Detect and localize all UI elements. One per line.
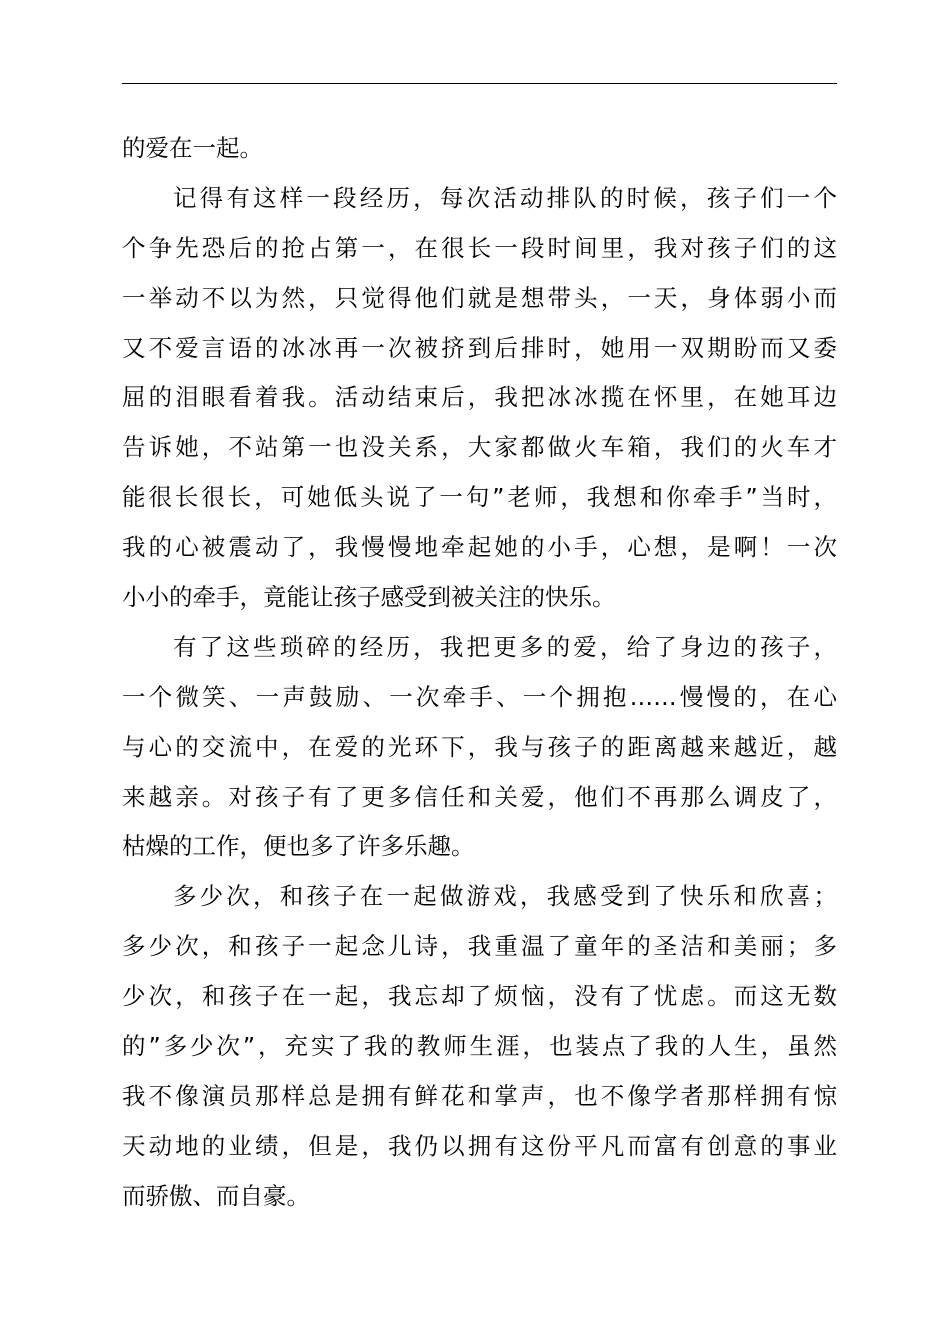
text-line: 有了这些琐碎的经历，我把更多的爱，给了身边的孩子，	[173, 632, 837, 661]
text-line: 个争先恐后的抢占第一，在很长一段时间里，我对孩子们的这	[122, 233, 837, 262]
text-line: 枯燥的工作，便也多了许多乐趣。	[122, 832, 475, 861]
text-line: 屈的泪眼看着我。活动结束后，我把冰冰揽在怀里，在她耳边	[122, 383, 837, 412]
header-rule	[122, 83, 837, 84]
text-line: 记得有这样一段经历，每次活动排队的时候，孩子们一个	[173, 183, 837, 212]
text-line: 多少次，和孩子一起念儿诗，我重温了童年的圣洁和美丽；多	[122, 932, 837, 961]
text-line: 告诉她，不站第一也没关系，大家都做火车箱，我们的火车才	[122, 433, 837, 462]
body-text	[122, 124, 837, 1222]
text-line: 一举动不以为然，只觉得他们就是想带头，一天，身体弱小而	[122, 283, 837, 312]
text-line: 又不爱言语的冰冰再一次被挤到后排时，她用一双期盼而又委	[122, 333, 837, 362]
text-line: 我的心被震动了，我慢慢地牵起她的小手，心想，是啊！一次	[122, 533, 837, 562]
text-line: 而骄傲、而自豪。	[122, 1181, 310, 1210]
text-line: 我不像演员那样总是拥有鲜花和掌声，也不像学者那样拥有惊	[122, 1081, 837, 1110]
text-line: 小小的牵手，竟能让孩子感受到被关注的快乐。	[122, 583, 616, 612]
text-line: 天动地的业绩，但是，我仍以拥有这份平凡而富有创意的事业	[122, 1131, 837, 1160]
text-line: 来越亲。对孩子有了更多信任和关爱，他们不再那么调皮了，	[122, 782, 837, 811]
text-line: 能很长很长，可她低头说了一句”老师，我想和你牵手”当时，	[122, 483, 837, 512]
text-line: 一个微笑、一声鼓励、一次牵手、一个拥抱……慢慢的，在心	[122, 682, 837, 711]
text-line: 多少次，和孩子在一起做游戏，我感受到了快乐和欣喜；	[173, 882, 837, 911]
text-line: 与心的交流中，在爱的光环下，我与孩子的距离越来越近，越	[122, 732, 837, 761]
text-line: 的爱在一起。	[122, 134, 263, 162]
text-line: 的”多少次”，充实了我的教师生涯，也装点了我的人生，虽然	[122, 1032, 837, 1061]
text-line: 少次，和孩子在一起，我忘却了烦恼，没有了忧虑。而这无数	[122, 982, 837, 1011]
